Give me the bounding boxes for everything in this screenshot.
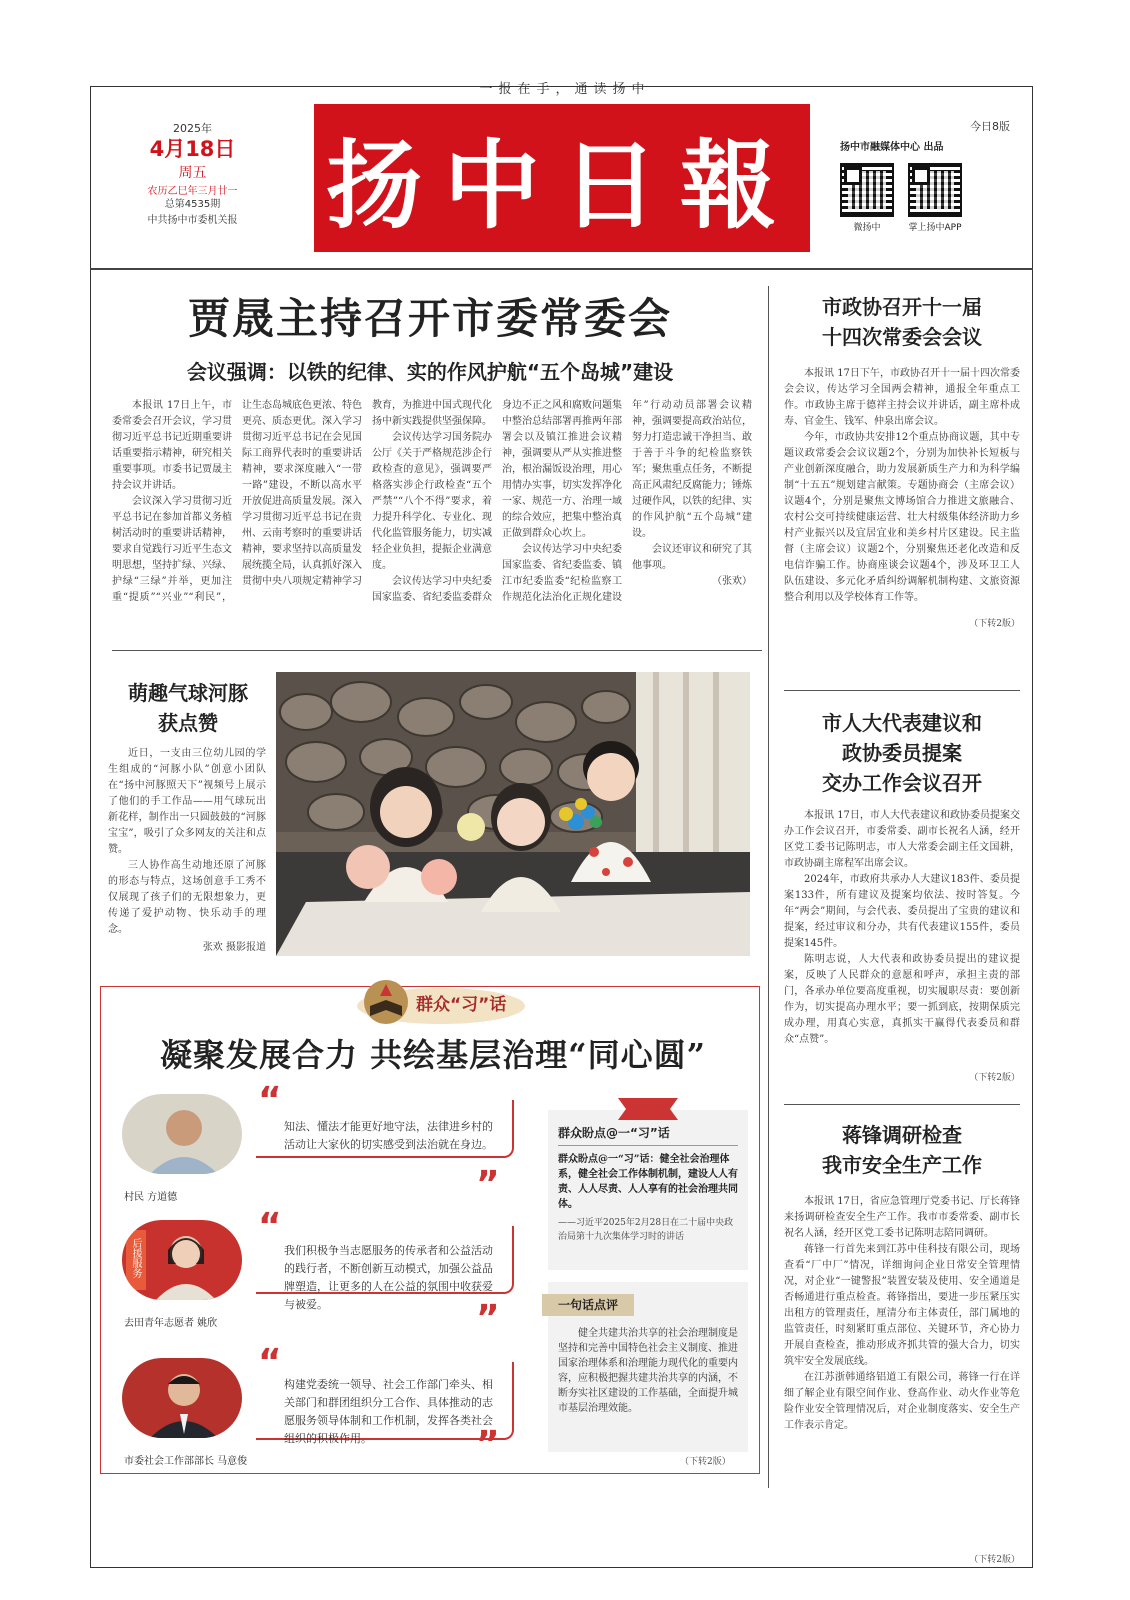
safety-body [784,1194,1020,1552]
speaker-name: 村民 方道德 [124,1192,178,1203]
photo-paragraph: 近日，一支由三位幼儿园的学生组成的“河豚小队”创意小团队在“扬中河豚照天下”视频号上展示了他们的手工作品——用气球玩出新花样，制作出一只圆鼓鼓的“河豚宝宝”，吸引了众多网友的关注和点赞。 [108,748,266,855]
cppcc-paragraph: 本报讯 17日下午，市政协召开十一届十四次常委会会议，传达学习全国两会精神，通报全年重点工作。市政协主席于德祥主持会议并讲话，副主席朴成寿、官金生、钱军、仲泉出席会议。 [784,368,1020,427]
continued-note: （下转2版） [969,1555,1020,1565]
quote-text: 我们积极争当志愿服务的传承者和公益活动的践行者，不断创新互动模式，加强公益品牌塑造，让更多的人在公益的氛围中收获爱与被爱。 [284,1244,493,1311]
review-box [548,1282,748,1452]
lead-paragraph: 本报讯 17日上午，市委常委会召开会议，学习贯彻习近平总书记近期重要讲话重要指示精神，研究相关重要事项。市委书记贾晟主持会议并讲话。 [112,400,232,491]
safety-paragraph: 在江苏浙韩通络铝道工有限公司，蒋锋一行在详细了解企业有限空间作业、登高作业、动火作业等危险作业安全管理情况后，对企业制度落实、安全生产工作表示肯定。 [784,1372,1020,1431]
masthead-rule [90,268,1033,270]
photo-title-line: 获点赞 [158,711,218,735]
lead-paragraph: 会议深入学习贯彻习近平总书记在参加首都义务植树活动时的重要讲话精神，要求自觉践行习近平生态文明思想，坚持扩绿、兴绿、护绿“三绿”并举，更加注重“提质”“兴业”“利民”，让生态岛城底色更浓、特色更亮、质态更优。深入学习贯彻习近平总书记在会见国际工商界代表时的重要讲话精神，要求深度融入“一带一路”建设，不断以高水平开放促进高质量发展。深入学习贯彻习近平总书记在贵州、云南考察时的重要讲话精神，要求坚持以高质量发展统揽全局，认真抓好深入贯彻中央八项规定精神学习教育，为推进中国式现代化扬中新实践提供坚强保障。 [112,400,492,603]
quote-text: 构建党委统一领导、社会工作部门牵头、相关部门和群团组织分工合作、具体推动的志愿服务领导体制和工作机制，发挥各类社会组织的积极作用。 [284,1378,493,1445]
continued-note: （下转2版） [969,619,1020,629]
open-quote-icon: “ [258,1206,282,1247]
close-quote-icon: ” [476,1424,500,1465]
lead-body [112,398,752,638]
lead-subheadline: 会议强调：以铁的纪律、实的作风护航“五个岛城”建设 [186,360,674,384]
review-title: 一句话点评 [542,1294,634,1316]
cppcc-body [784,366,1020,616]
safety-paragraph: 本报讯 17日，省应急管理厅党委书记、厅长蒋锋来扬调研检查安全生产工作。我市市委常委、副市长祝名人涵，经开区党工委书记陈明志陪同调研。 [784,1196,1020,1239]
avatar [122,1094,242,1174]
npc-article [784,708,1020,1083]
safety-article [784,1120,1020,1565]
kids-photo-illustration [276,672,750,956]
speaker-name: 去田青年志愿者 姚欣 [124,1318,218,1329]
ribbon-icon [618,1098,678,1120]
safety-paragraph: 蒋锋一行首先来到江苏中佳科技有限公司，现场查看“厂中厂”情况，详细询问企业日常安全管理情况，对企业“一键警报”装置安装及使用、安全通道是否畅通进行重点检查。蒋锋指出，要进一步压紧压实出租方的管理责任，厘清分布主体责任，部门属地的监管责任，时刻紧盯重点部位、关键环节，齐心协力开展自查检查，推动形成齐抓共管的强大合力，切实筑牢安全发展底线。 [784,1244,1020,1367]
npc-paragraph: 本报讯 17日，市人大代表建议和政协委员提案交办工作会议召开，市委常委、副市长祝名人涵，经开区党工委书记陈明志，市人大常委会副主任文国耕，市政协副主席程军出席会议。 [784,810,1020,869]
portrait-villager [122,1094,242,1174]
continued-note: （下转2版） [969,1073,1020,1083]
month-day: 4月18日 [149,137,236,161]
review-text: 健全共建共治共享的社会治理制度是坚持和完善中国特色社会主义制度、推进国家治理体系和治理能力现代化的重要内容，应积极把握共建共治共享的内涵，不断夯实社区建设的工作基础，全面提升城市基层治理效能。 [558,1328,738,1414]
slogan: 一报在手，通读扬中 [479,82,651,97]
photo-title-line: 萌趣气球河豚 [128,681,248,705]
safety-title-line[interactable]: 我市安全生产工作 [822,1153,982,1177]
date-box [125,120,260,229]
cppcc-article [784,292,1020,629]
xi-quote-box [548,1110,748,1270]
open-quote-icon: “ [258,1080,282,1121]
open-quote-icon: “ [258,1342,282,1383]
issue-number: 总第4535期 [164,199,221,210]
section-rule [784,690,1020,691]
npc-title-line[interactable]: 交办工作会议召开 [822,771,982,795]
npc-paragraph: 2024年，市政府共承办人大建议183件、委员提案133件，所有建议及提案均依法、按时答复。今年“两会”期间，与会代表、委员提出了宝贵的建议和提案，经过审议和分办，共有代表建议155件，委员提案145件。 [784,874,1020,949]
year: 2025年 [173,122,212,135]
qr-label: 掌上扬中APP [908,223,962,233]
close-quote-icon: ” [476,1164,500,1205]
npc-title-line[interactable]: 市人大代表建议和 [822,711,982,735]
continued-note: （下转2版） [680,1457,731,1467]
qr-label: 微扬中 [853,223,881,233]
cppcc-title-line[interactable]: 市政协召开十一届 [822,295,982,319]
sidebar-text: 群众盼点@一“习”话：健全社会治理体系，健全社会工作体制机制，建设人人有责、人人尽责、人人享有的社会治理共同体。 [558,1154,738,1210]
portrait-official [122,1358,242,1438]
npc-paragraph: 陈明志说，人大代表和政协委员提出的建议提案，反映了人民群众的意愿和呼声，承担主责的部门，各承办单位要高度重视，切实履职尽责：要创新作为，切实提高办理水平；要一抓到底，按期保质完成办理，用真心实意，真抓实干赢得代表委员和群众“点赞”。 [784,954,1020,1045]
safety-title-line[interactable]: 蒋锋调研检查 [842,1123,962,1147]
photo-credit: 张欢 摄影报道 [202,942,266,953]
masthead-right [840,118,1010,233]
producer: 扬中市融媒体中心 出品 [840,142,944,153]
badge-label: 群众“习”话 [416,995,507,1015]
cppcc-title-line[interactable]: 十四次常委会会议 [822,325,982,349]
lunar-date: 农历乙巳年三月廿一 [147,186,238,197]
qr-code-icon[interactable] [908,163,962,217]
photo-story-body [108,746,266,956]
avatar [122,1220,242,1300]
quote-box [256,1226,514,1311]
speaker-name: 市委社会工作部部长 马意俊 [124,1456,248,1467]
photo-sign-text: 后援服务 [130,1238,141,1278]
section-rule [784,1104,1020,1105]
weekday: 周五 [178,165,207,181]
avatar [122,1358,242,1438]
close-quote-icon: ” [476,1298,500,1339]
sidebar-cite: ——习近平2025年2月28日在二十届中央政治局第十九次集体学习时的讲话 [558,1218,734,1242]
quote-text: 知法、懂法才能更好地守法，法律进乡村的活动让大家伙的切实感受到法治就在身边。 [284,1120,493,1151]
column-divider [768,286,769,1488]
feature-badge [356,976,526,1028]
sidebar-title: 群众盼点@一“习”话 [558,1124,738,1146]
section-rule [112,650,762,651]
photo-paragraph: 三人协作高生动地还原了河豚的形态与特点，这场创意手工秀不仅展现了孩子们的无限想象力，更传递了爱护动物、快乐动手的理念。 [108,860,266,935]
photo-story-title[interactable] [108,678,268,738]
kids-photo[interactable] [276,672,750,956]
quote-box [256,1100,514,1158]
lead-paragraph: 会议传达学习国务院办公厅《关于严格规范涉企行政检查的意见》，强调要严格落实涉企行政检查“五个严禁”“八个不得”要求，着力提升科学化、专业化、现代化监管服务能力，切实减轻企业负担，提振企业满意度。 [372,432,492,571]
lead-paragraph: 会议还审议和研究了其他事项。 [632,544,752,571]
logo-text: 扬中日報 [326,128,798,242]
lead-paragraph: 会议传达学习中央纪委国家监委、省纪委监委群众身边不正之风和腐败问题集中整治总结部署再推两年部署会以及镇江推进会议精神，强调要从严从实推进整治，根治漏饭设治理，用心用情办实事，切实发挥净化一家、规范一方、治理一域的综合效应，把集中整治真正做到群众心坎上。 [372,400,622,603]
lead-headline[interactable]: 贾晟主持召开市委常委会 [187,294,672,343]
cppcc-paragraph: 今年，市政协共安排12个重点协商议题，其中专题议政常委会会议议题2个，分别为加快补长短板与产业创新深度融合，助力发展新质生产力和为科学编制“十五五”规划建言献策。专题协商会（主席会议）议题4个，分别是聚焦文博场馆合力推进文旅融合、农村公交可持续健康运营、壮大村级集体经济助力乡村产业振兴以及宜居宜业和美乡村片区建设。民主监督（主席会议）议题2个，分别聚焦还老化改造和反电信诈骗工作。协商座谈会议题4个，涉及环卫工人队伍建设、多元化矛盾纠纷调解机制构建、文旅资源整合利用以及学校体育工作等。 [784,432,1020,603]
npc-body [784,808,1020,1070]
npc-title-line[interactable]: 政协委员提案 [842,741,962,765]
lead-paragraph: 会议传达学习中央纪委国家监委、省纪委监委、镇江市纪委监委“纪检监察工作规范化法治化正规化建设年”行动动员部署会议精神，强调要提高政治站位，努力打造忠诚干净担当、敢于善于斗争的纪检监察铁军；聚焦重点任务，不断提高正风肃纪反腐能力；锤炼过硬作风，以铁的纪律、实的作风护航“五个岛城”建设。 [502,400,752,603]
publisher: 中共扬中市委机关报 [147,215,238,226]
pages-label: 今日8版 [970,120,1010,133]
newspaper-logo [314,104,810,252]
lead-byline: （张欢） [712,576,752,587]
qr-code-icon[interactable] [840,163,894,217]
feature-headline[interactable]: 凝聚发展合力 共绘基层治理“同心圆” [160,1036,706,1074]
